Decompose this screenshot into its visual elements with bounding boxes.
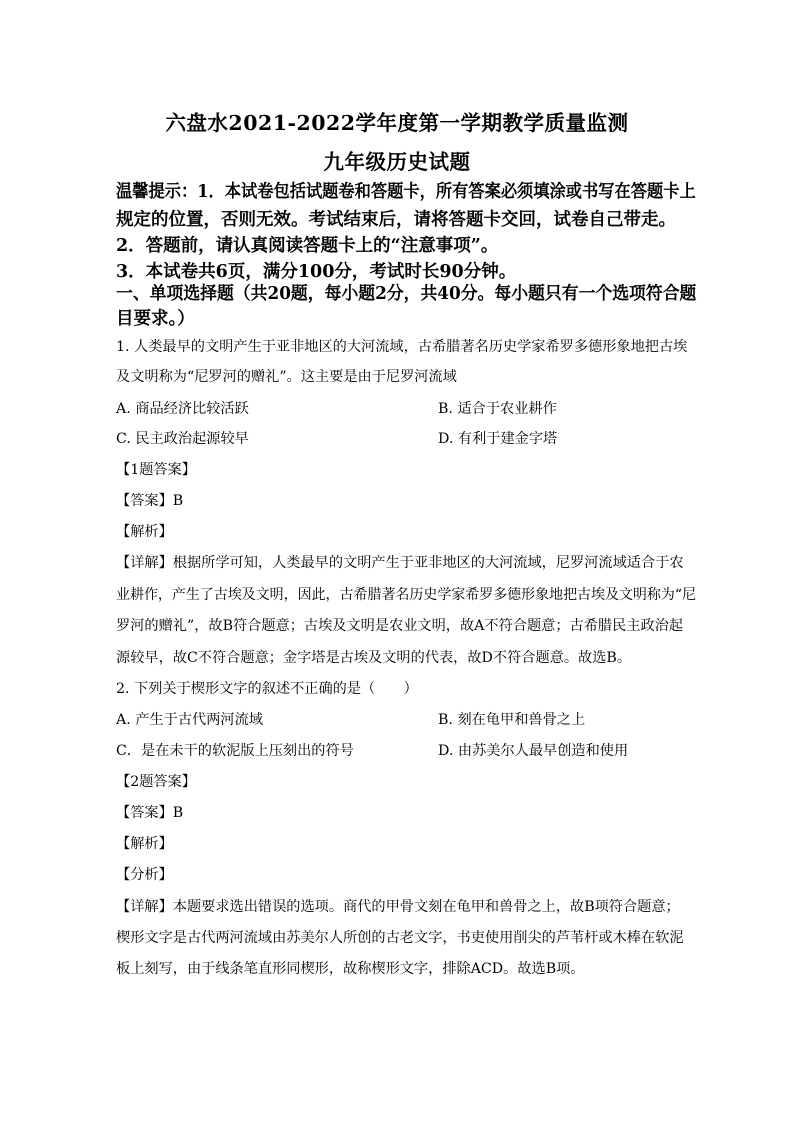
q2-option-b: B. 刻在龟甲和兽骨之上 [438,712,586,728]
notice-line-2: 规定的位置，否则无效。考试结束后，请将答题卡交回，试卷自己带走。 [116,210,676,230]
notice-line-4: 3．本试卷共6页，满分100分，考试时长90分钟。 [116,262,517,282]
q1-detail-line-2: 业耕作，产生了古埃及文明，因此，古希腊著名历史学家希罗多德形象地把古埃及文明称为“尼 [116,587,696,603]
q1-analysis-label: 【解析】 [116,524,173,540]
q2-answer-tag: 【2题答案】 [116,774,196,790]
q2-detail-line-2: 楔形文字是古代两河流域由苏美尔人所创的古老文字，书吏使用削尖的芦苇杆或木棒在软泥 [116,930,684,946]
q2-fenxi-label: 【分析】 [116,867,173,883]
q2-detail-line-3: 板上刻写，由于线条笔直形同楔形，故称楔形文字，排除ACD。故选B项。 [116,961,585,977]
exam-title: 六盘水2021-2022学年度第一学期教学质量监测 [165,111,629,135]
q1-option-d: D. 有利于建金字塔 [438,431,558,447]
q1-stem-line-1: 1. 人类最早的文明产生于亚非地区的大河流域，古希腊著名历史学家希罗多德形象地把古埃 [116,339,688,355]
notice-line-3: 2．答题前，请认真阅读答题卡上的“注意事项”。 [116,236,499,256]
q2-stem: 2. 下列关于楔形文字的叙述不正确的是（ ） [116,681,418,697]
q1-option-c: C. 民主政治起源较早 [116,431,249,447]
q2-option-d: D. 由苏美尔人最早创造和使用 [438,743,629,759]
notice-line-1: 温馨提示：1．本试卷包括试题卷和答题卡，所有答案必须填涂或书写在答题卡上 [116,182,696,202]
q2-option-a: A. 产生于古代两河流域 [116,712,263,728]
q2-option-c: C．是在未干的软泥版上压刻出的符号 [116,743,354,759]
section-heading-line-2: 目要求。） [116,309,195,329]
q2-detail-line-1: 【详解】本题要求选出错误的选项。商代的甲骨文刻在龟甲和兽骨之上，故B项符合题意； [116,899,680,915]
q1-detail-line-4: 源较早，故C不符合题意；金字塔是古埃及文明的代表，故D不符合题意。故选B。 [116,650,632,666]
section-heading-line-1: 一、单项选择题（共20题，每小题2分，共40分。每小题只有一个选项符合题 [116,284,697,304]
q1-detail-line-3: 罗河的赠礼”，故B符合题意；古埃及文明是农业文明，故A不符合题意；古希腊民主政治起 [116,618,684,634]
exam-subtitle: 九年级历史试题 [323,150,471,174]
q1-detail-line-1: 【详解】根据所学可知，人类最早的文明产生于亚非地区的大河流域，尼罗河流域适合于农 [116,555,684,571]
q2-answer: 【答案】B [116,805,184,821]
q1-answer: 【答案】B [116,493,184,509]
q1-answer-tag: 【1题答案】 [116,462,196,478]
q1-stem-line-2: 及文明称为“尼罗河的赠礼”。这主要是由于尼罗河流域 [116,369,457,385]
q2-analysis-label: 【解析】 [116,836,173,852]
q1-option-b: B. 适合于农业耕作 [438,401,557,417]
q1-option-a: A. 商品经济比较活跃 [116,401,249,417]
